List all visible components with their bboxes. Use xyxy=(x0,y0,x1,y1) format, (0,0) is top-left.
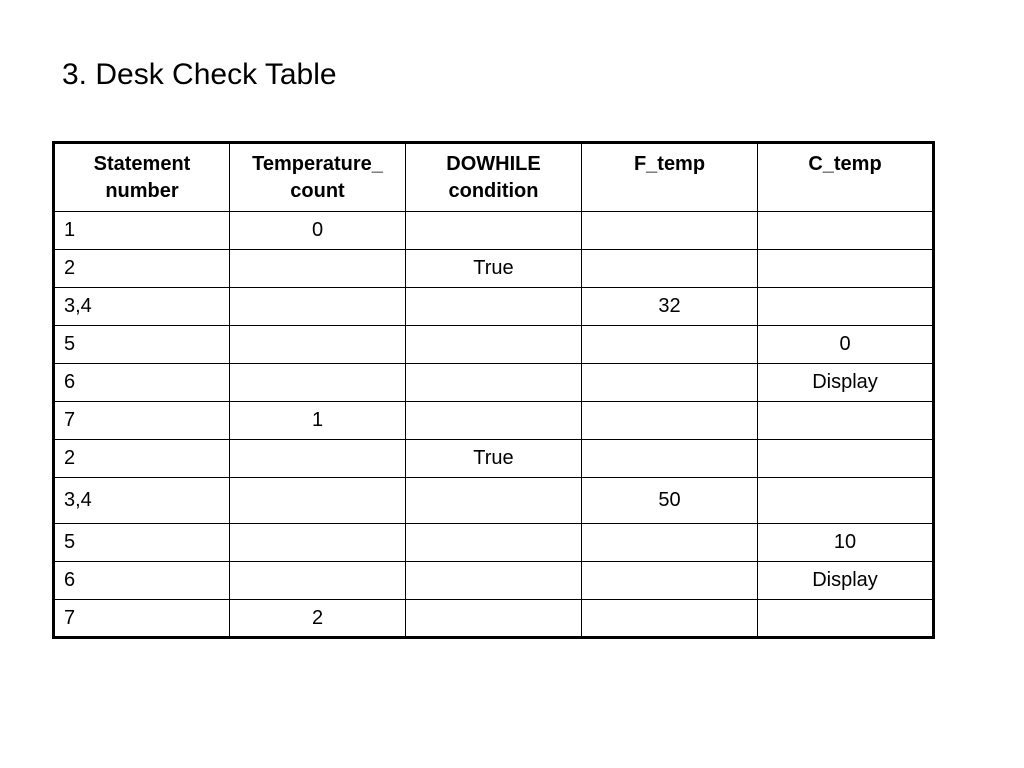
cell-f-temp xyxy=(582,524,758,562)
cell-dowhile-condition xyxy=(406,478,582,524)
cell-statement-number: 6 xyxy=(54,562,230,600)
table-row xyxy=(54,364,934,402)
cell-statement-number: 3,4 xyxy=(54,288,230,326)
cell-c-temp xyxy=(758,440,934,478)
cell-dowhile-condition xyxy=(406,524,582,562)
table-row xyxy=(54,600,934,638)
cell-dowhile-condition xyxy=(406,288,582,326)
cell-dowhile-condition xyxy=(406,600,582,638)
cell-temperature-count: 1 xyxy=(230,402,406,440)
table-row xyxy=(54,478,934,524)
cell-temperature-count xyxy=(230,478,406,524)
table-row xyxy=(54,212,934,250)
cell-statement-number: 5 xyxy=(54,326,230,364)
cell-dowhile-condition: True xyxy=(406,250,582,288)
table-row xyxy=(54,562,934,600)
table-header xyxy=(54,143,934,212)
header-f-temp: F_temp xyxy=(582,143,758,212)
cell-f-temp xyxy=(582,212,758,250)
cell-f-temp: 32 xyxy=(582,288,758,326)
cell-temperature-count xyxy=(230,440,406,478)
cell-statement-number: 1 xyxy=(54,212,230,250)
cell-c-temp xyxy=(758,402,934,440)
cell-dowhile-condition xyxy=(406,402,582,440)
cell-f-temp xyxy=(582,562,758,600)
cell-temperature-count: 0 xyxy=(230,212,406,250)
cell-f-temp: 50 xyxy=(582,478,758,524)
cell-f-temp xyxy=(582,440,758,478)
cell-c-temp: 10 xyxy=(758,524,934,562)
cell-statement-number: 5 xyxy=(54,524,230,562)
table-row xyxy=(54,288,934,326)
cell-statement-number: 7 xyxy=(54,600,230,638)
cell-c-temp xyxy=(758,478,934,524)
cell-statement-number: 3,4 xyxy=(54,478,230,524)
header-row xyxy=(54,143,934,212)
cell-statement-number: 2 xyxy=(54,250,230,288)
cell-f-temp xyxy=(582,326,758,364)
cell-temperature-count xyxy=(230,364,406,402)
cell-c-temp xyxy=(758,600,934,638)
cell-c-temp: Display xyxy=(758,562,934,600)
cell-dowhile-condition xyxy=(406,562,582,600)
table-row xyxy=(54,250,934,288)
table-row xyxy=(54,524,934,562)
table-row xyxy=(54,326,934,364)
cell-dowhile-condition xyxy=(406,212,582,250)
cell-f-temp xyxy=(582,402,758,440)
slide-title: 3. Desk Check Table xyxy=(62,58,337,91)
cell-statement-number: 6 xyxy=(54,364,230,402)
cell-dowhile-condition xyxy=(406,364,582,402)
table-row xyxy=(54,402,934,440)
cell-f-temp xyxy=(582,600,758,638)
table-body xyxy=(54,212,934,638)
cell-dowhile-condition xyxy=(406,326,582,364)
cell-c-temp xyxy=(758,250,934,288)
cell-statement-number: 2 xyxy=(54,440,230,478)
cell-f-temp xyxy=(582,250,758,288)
cell-c-temp: Display xyxy=(758,364,934,402)
cell-temperature-count xyxy=(230,326,406,364)
header-dowhile-condition: DOWHILE condition xyxy=(406,143,582,212)
cell-c-temp: 0 xyxy=(758,326,934,364)
cell-temperature-count xyxy=(230,250,406,288)
cell-c-temp xyxy=(758,288,934,326)
cell-c-temp xyxy=(758,212,934,250)
table-row xyxy=(54,440,934,478)
header-c-temp: C_temp xyxy=(758,143,934,212)
cell-temperature-count: 2 xyxy=(230,600,406,638)
header-statement-number: Statement number xyxy=(54,143,230,212)
cell-dowhile-condition: True xyxy=(406,440,582,478)
cell-temperature-count xyxy=(230,562,406,600)
cell-statement-number: 7 xyxy=(54,402,230,440)
header-temperature-count: Temperature_ count xyxy=(230,143,406,212)
cell-temperature-count xyxy=(230,524,406,562)
desk-check-table xyxy=(52,141,935,639)
cell-temperature-count xyxy=(230,288,406,326)
cell-f-temp xyxy=(582,364,758,402)
